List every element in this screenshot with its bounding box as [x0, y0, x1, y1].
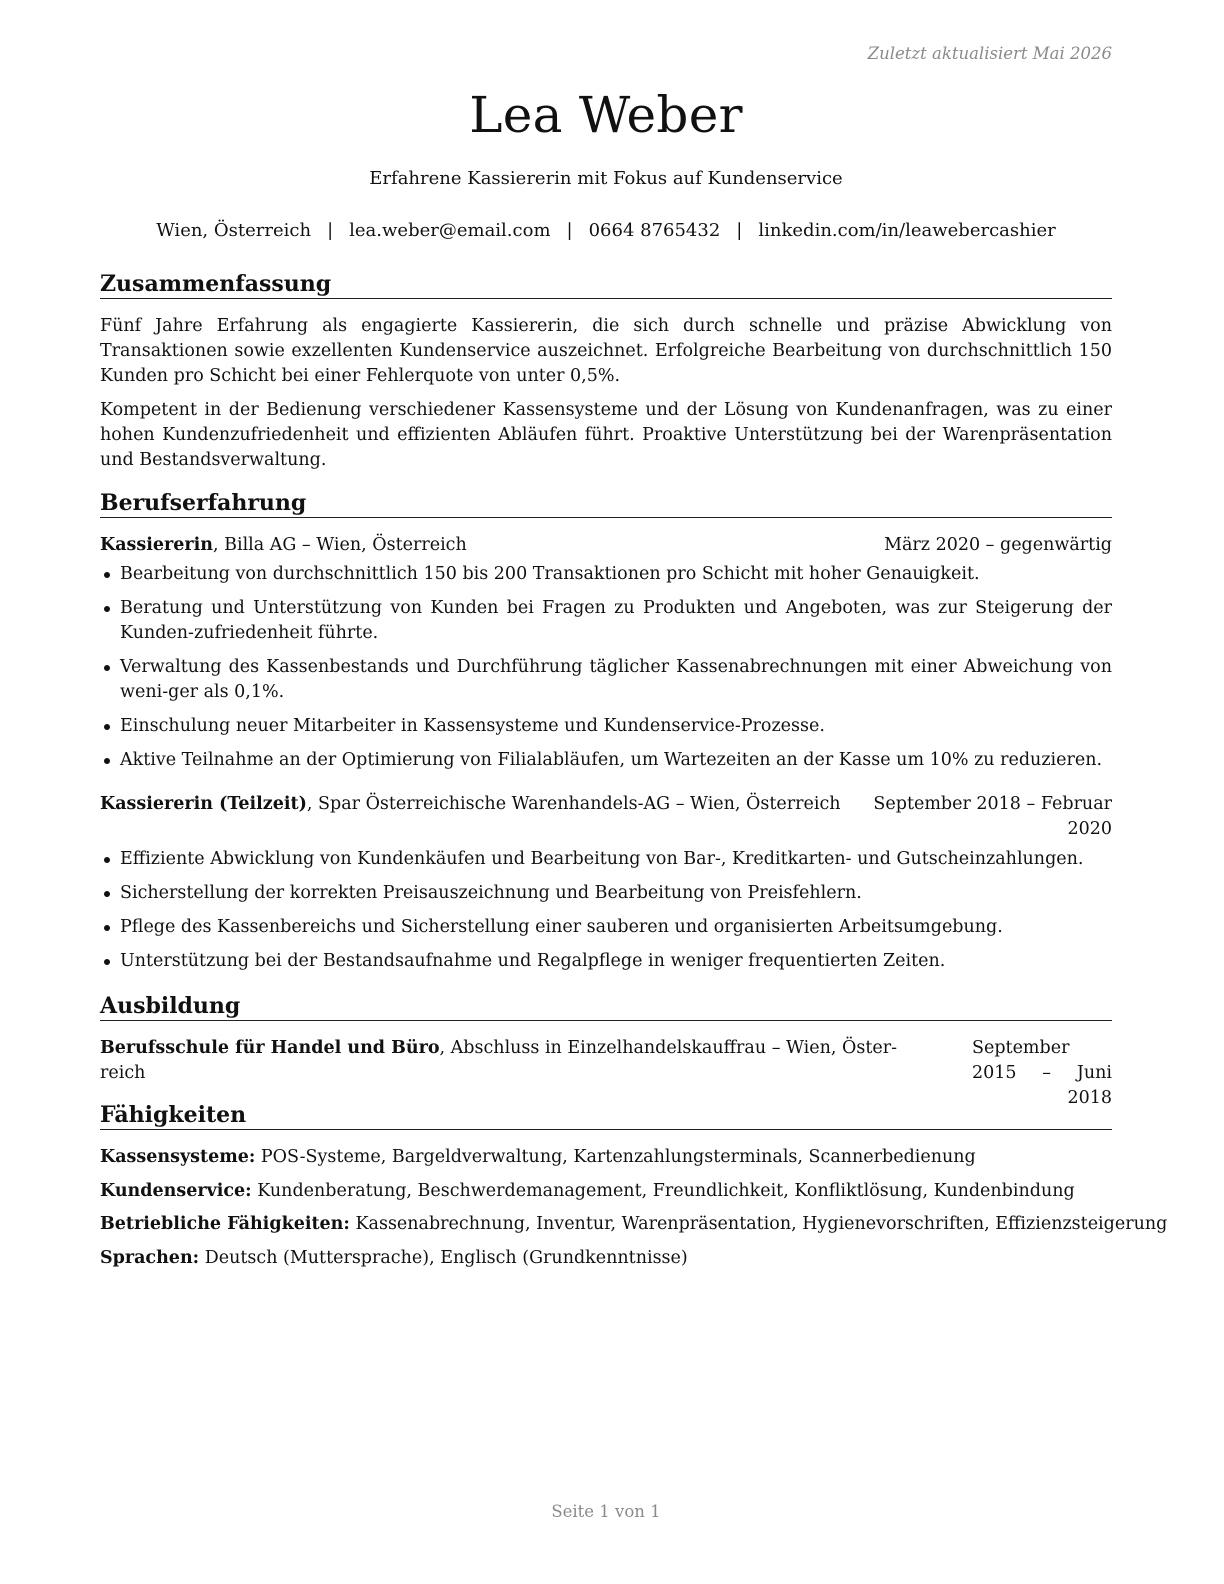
- skill-row: [100, 1212, 1168, 1237]
- summary-paragraph: Kompetent in der Bedienung verschiedener Kassensysteme und der Lösung von Kundenanfragen, was zu einer hohen Kundenzufriedenheit und effizienten Abläufen führt. Proaktive Unterstützung bei der Warenpräsentation und Bestandsverwaltung.: [100, 400, 1112, 470]
- job-role: Kassiererin (Teilzeit): [100, 794, 307, 814]
- list-item: Sicherstellung der korrekten Preisauszeichnung und Bearbeitung von Preisfehlern.: [100, 881, 1112, 906]
- skill-label: Sprachen:: [100, 1248, 200, 1268]
- job-bullets: [100, 562, 1112, 782]
- candidate-name: Lea Weber: [469, 86, 743, 144]
- contact-phone: 0664 8765432: [588, 220, 721, 241]
- contact-email[interactable]: lea.weber@email.com: [349, 220, 551, 241]
- job-company: , Billa AG – Wien, Österreich: [212, 535, 467, 555]
- contact-separator: |: [736, 220, 743, 241]
- summary-paragraph: Fünf Jahre Erfahrung als engagierte Kassiererin, die sich durch schnelle und präzise Abwicklung von Transaktionen sowie exzellenten Kundenservice auszeichnet. Erfolgreiche Bearbeitung von durchschnittlich 150 Kunden pro Schicht bei einer Fehlerquote von unter 0,5%.: [100, 316, 1112, 386]
- contact-linkedin[interactable]: linkedin.com/in/leawebercashier: [758, 220, 1056, 241]
- job-date-start: September 2018 – Februar: [873, 794, 1112, 814]
- job-header: [100, 533, 1112, 558]
- skill-label: Betriebliche Fähigkeiten:: [100, 1214, 350, 1234]
- last-updated: Zuletzt aktualisiert Mai 2026: [867, 44, 1112, 63]
- contact-location: Wien, Österreich: [156, 220, 312, 241]
- job-date: [873, 792, 1112, 842]
- tagline: Erfahrene Kassiererin mit Fokus auf Kundenservice: [369, 168, 843, 189]
- resume-page: [100, 0, 1168, 1584]
- job-date-end: 2020: [1067, 819, 1112, 839]
- page-number: Seite 1 von 1: [551, 1502, 661, 1521]
- contact-line: [100, 220, 1112, 241]
- education-school: Berufsschule für Handel und Büro: [100, 1038, 440, 1058]
- list-item: Aktive Teilnahme an der Optimierung von Filialabläufen, um Wartezeiten an der Kasse um 10% zu reduzieren.: [100, 748, 1112, 773]
- skill-row: [100, 1179, 1112, 1204]
- list-item: Pflege des Kassenbereichs und Sicherstellung einer sauberen und organisierten Arbeitsumgebung.: [100, 915, 1112, 940]
- education-date: [972, 1036, 1112, 1111]
- contact-separator: |: [566, 220, 573, 241]
- education-detail: , Abschluss in Einzelhandelskauffrau – Wien, Öster-: [439, 1038, 898, 1058]
- job-role: Kassiererin: [100, 535, 213, 555]
- job-bullets: [100, 847, 1112, 983]
- list-item: Beratung und Unterstützung von Kunden bei Fragen zu Produkten und Angeboten, was zur Steigerung der Kunden-zufriedenheit führte.: [100, 596, 1112, 646]
- list-item: Bearbeitung von durchschnittlich 150 bis 200 Transaktionen pro Schicht mit hoher Genauigkeit.: [100, 562, 1112, 587]
- skill-value: Kassenabrechnung, Inventur, Warenpräsentation, Hygienevorschriften, Effizienzsteigerung: [355, 1214, 1168, 1234]
- skill-row: [100, 1145, 1112, 1170]
- skill-value: Kundenberatung, Beschwerdemanagement, Freundlichkeit, Konfliktlösung, Kundenbindung: [257, 1181, 1075, 1201]
- job-date: März 2020 – gegenwärtig: [884, 535, 1112, 555]
- contact-separator: |: [327, 220, 334, 241]
- list-item: Einschulung neuer Mitarbeiter in Kassensysteme und Kundenservice-Prozesse.: [100, 714, 1112, 739]
- section-title-skills: Fähigkeiten: [100, 1101, 1112, 1130]
- skill-label: Kassensysteme:: [100, 1147, 256, 1167]
- section-title-summary: Zusammenfassung: [100, 270, 1112, 299]
- skill-label: Kundenservice:: [100, 1181, 252, 1201]
- education-entry: [100, 1036, 1112, 1108]
- list-item: Effiziente Abwicklung von Kundenkäufen und Bearbeitung von Bar-, Kreditkarten- und Gutscheinzahlungen.: [100, 847, 1112, 872]
- skill-value: Deutsch (Muttersprache), Englisch (Grundkenntnisse): [204, 1248, 688, 1268]
- skill-value: POS-Systeme, Bargeldverwaltung, Kartenzahlungsterminals, Scannerbedienung: [260, 1147, 976, 1167]
- education-detail-continued: reich: [100, 1063, 146, 1083]
- education-date-start: September 2015 – Juni: [972, 1038, 1112, 1083]
- list-item: Verwaltung des Kassenbestands und Durchführung täglicher Kassenabrechnungen mit einer Abweichung von weni-ger als 0,1%.: [100, 655, 1112, 705]
- job-company: , Spar Österreichische Warenhandels-AG – Wien, Österreich: [306, 794, 841, 814]
- section-title-education: Ausbildung: [100, 992, 1112, 1021]
- section-title-experience: Berufserfahrung: [100, 489, 1112, 518]
- education-date-end: 2018: [1067, 1088, 1112, 1108]
- list-item: Unterstützung bei der Bestandsaufnahme und Regalpflege in weniger frequentierten Zeiten.: [100, 949, 1112, 974]
- skill-row: [100, 1246, 1112, 1271]
- job-header: [100, 792, 1112, 839]
